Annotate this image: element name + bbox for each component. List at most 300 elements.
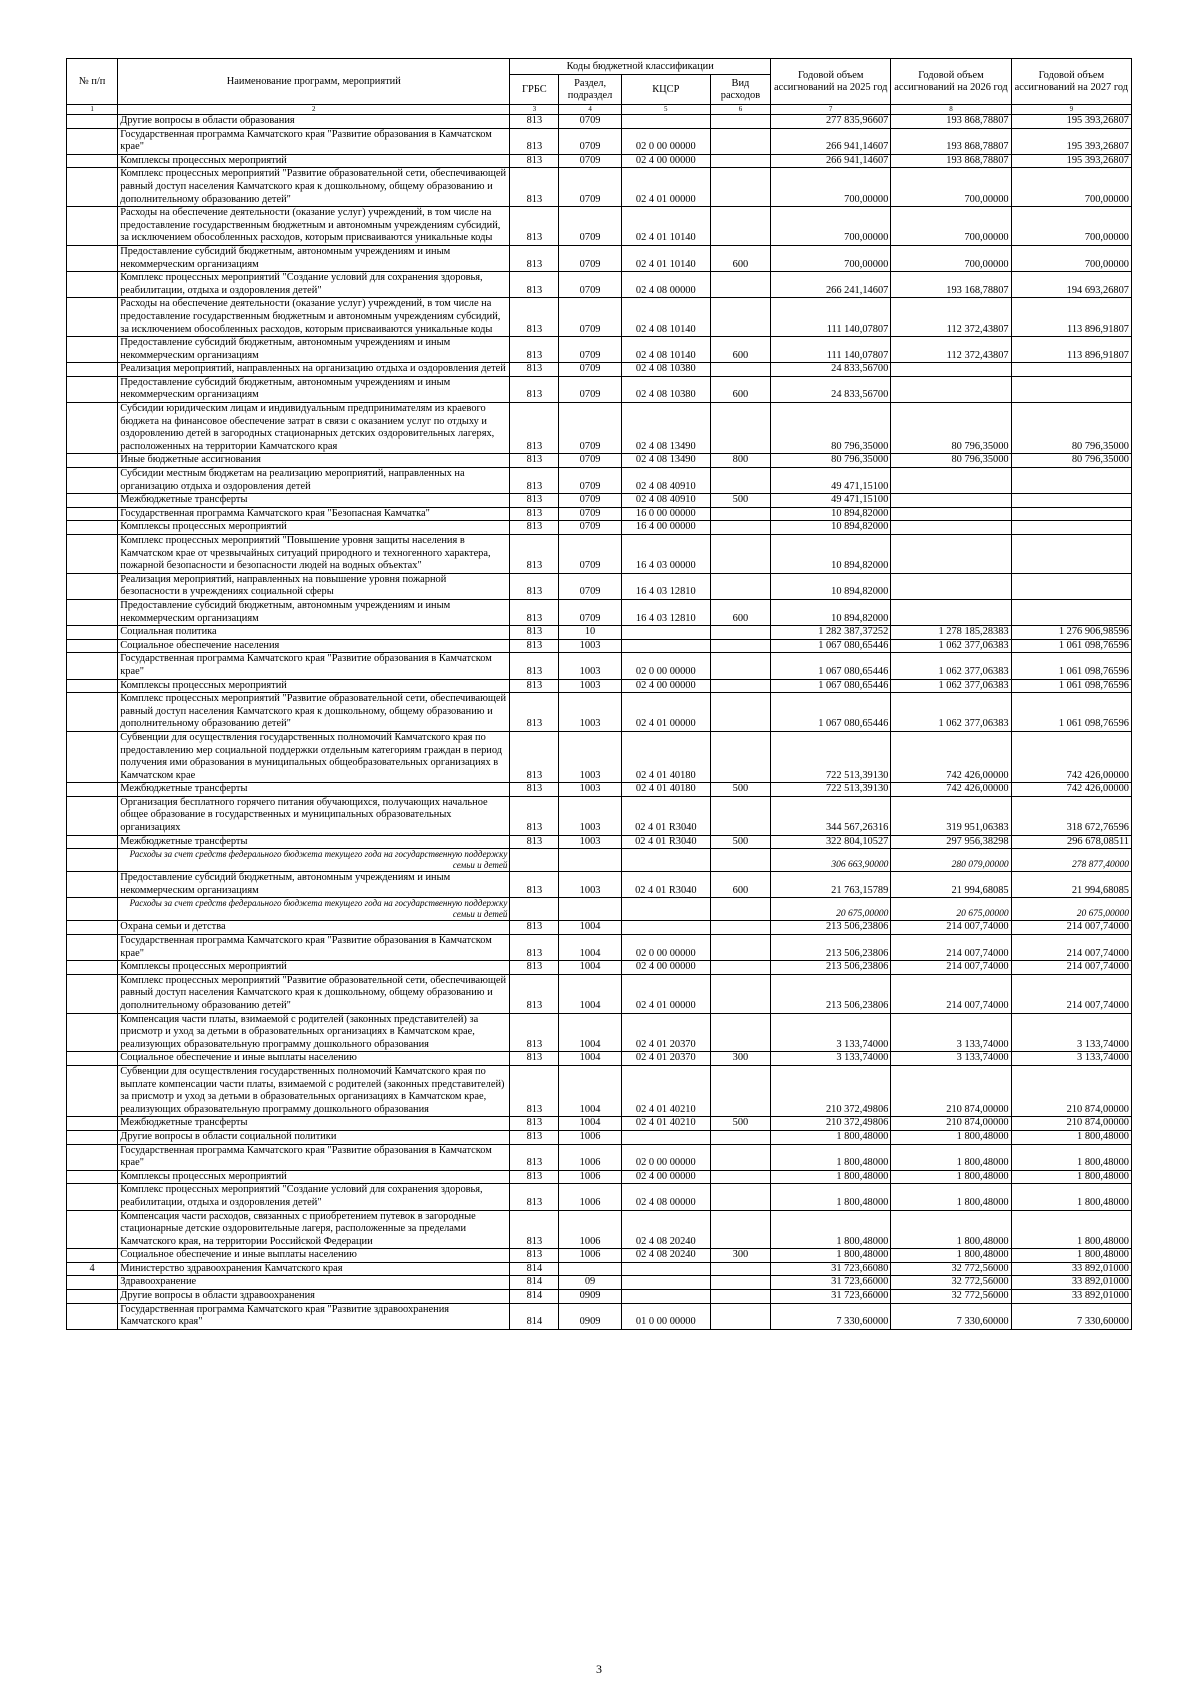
table-row-note — [67, 898, 1132, 921]
row-grbs — [510, 849, 559, 872]
row-amount-2027: 214 007,74000 — [1011, 935, 1131, 961]
row-amount-2027: 214 007,74000 — [1011, 961, 1131, 975]
col-2027-header: Годовой объем ассигнований на 2027 год — [1011, 59, 1131, 105]
row-amount-2025: 1 067 080,65446 — [771, 653, 891, 679]
row-section: 1006 — [559, 1184, 621, 1210]
row-index — [67, 599, 118, 625]
row-index — [67, 376, 118, 402]
row-vr — [710, 1276, 770, 1290]
row-amount-2026: 193 868,78807 — [891, 128, 1011, 154]
row-amount-2026: 32 772,56000 — [891, 1276, 1011, 1290]
row-amount-2025: 10 894,82000 — [771, 573, 891, 599]
row-name: Государственная программа Камчатского края "Развитие здравоохранения Камчатского края" — [118, 1303, 510, 1329]
row-vr — [710, 298, 770, 337]
row-grbs: 813 — [510, 1144, 559, 1170]
row-index — [67, 872, 118, 898]
row-kcsr: 01 0 00 00000 — [621, 1303, 710, 1329]
row-grbs: 813 — [510, 494, 559, 508]
row-index — [67, 1170, 118, 1184]
row-amount-2025: 1 800,48000 — [771, 1249, 891, 1263]
row-amount-2026: 193 868,78807 — [891, 115, 1011, 129]
row-index — [67, 796, 118, 835]
row-grbs: 813 — [510, 835, 559, 849]
row-vr — [710, 272, 770, 298]
row-index — [67, 154, 118, 168]
row-kcsr: 02 4 01 40180 — [621, 783, 710, 797]
row-grbs: 813 — [510, 454, 559, 468]
row-kcsr — [621, 921, 710, 935]
row-amount-2026: 319 951,06383 — [891, 796, 1011, 835]
row-name: Иные бюджетные ассигнования — [118, 454, 510, 468]
row-amount-2025: 700,00000 — [771, 168, 891, 207]
row-vr — [710, 849, 770, 872]
row-vr — [710, 1144, 770, 1170]
row-grbs: 813 — [510, 935, 559, 961]
row-grbs: 813 — [510, 468, 559, 494]
row-amount-2026 — [891, 363, 1011, 377]
row-grbs: 813 — [510, 403, 559, 454]
row-amount-2026: 80 796,35000 — [891, 454, 1011, 468]
row-grbs: 813 — [510, 693, 559, 732]
row-amount-2025: 10 894,82000 — [771, 535, 891, 574]
row-index — [67, 573, 118, 599]
row-section: 09 — [559, 1276, 621, 1290]
row-name: Субвенции для осуществления государственных полномочий Камчатского края по выплате компенсации части платы, взимаемой с родителей (законных представителей) за присмотр и уход за детьми в образовательных организациях в Камчатском крае, реализующих образовательную программу дошкольного образования — [118, 1065, 510, 1116]
column-number-row — [67, 105, 1132, 115]
row-vr — [710, 1262, 770, 1276]
table-row — [67, 626, 1132, 640]
row-amount-2025: 1 800,48000 — [771, 1184, 891, 1210]
table-row — [67, 1290, 1132, 1304]
row-amount-2026: 280 079,00000 — [891, 849, 1011, 872]
row-amount-2026 — [891, 521, 1011, 535]
column-number: 9 — [1011, 105, 1131, 115]
row-name: Социальное обеспечение и иные выплаты населению — [118, 1249, 510, 1263]
table-row — [67, 872, 1132, 898]
row-index — [67, 935, 118, 961]
row-index — [67, 168, 118, 207]
row-section: 1004 — [559, 935, 621, 961]
row-vr — [710, 626, 770, 640]
row-index — [67, 272, 118, 298]
row-grbs: 813 — [510, 154, 559, 168]
row-index — [67, 1276, 118, 1290]
row-amount-2025: 31 723,66000 — [771, 1290, 891, 1304]
row-kcsr: 16 4 00 00000 — [621, 521, 710, 535]
row-grbs: 813 — [510, 731, 559, 782]
row-amount-2026: 297 956,38298 — [891, 835, 1011, 849]
row-vr: 300 — [710, 1052, 770, 1066]
row-index — [67, 693, 118, 732]
table-row — [67, 507, 1132, 521]
table-row — [67, 207, 1132, 246]
row-amount-2027 — [1011, 507, 1131, 521]
row-name: Социальное обеспечение населения — [118, 639, 510, 653]
row-name: Предоставление субсидий бюджетным, автономным учреждениям и иным некоммерческим организациям — [118, 872, 510, 898]
row-grbs: 813 — [510, 1130, 559, 1144]
row-index — [67, 626, 118, 640]
col-section-header: Раздел, подраздел — [559, 75, 621, 105]
row-grbs: 813 — [510, 796, 559, 835]
row-index: 4 — [67, 1262, 118, 1276]
row-name: Другие вопросы в области здравоохранения — [118, 1290, 510, 1304]
row-kcsr — [621, 849, 710, 872]
row-vr — [710, 1130, 770, 1144]
table-row — [67, 1303, 1132, 1329]
row-amount-2027: 80 796,35000 — [1011, 403, 1131, 454]
row-vr — [710, 1184, 770, 1210]
row-section: 0709 — [559, 507, 621, 521]
table-row — [67, 731, 1132, 782]
row-amount-2025: 111 140,07807 — [771, 337, 891, 363]
row-amount-2027: 1 061 098,76596 — [1011, 653, 1131, 679]
row-amount-2025: 213 506,23806 — [771, 935, 891, 961]
row-kcsr: 16 4 03 00000 — [621, 535, 710, 574]
row-amount-2027: 1 800,48000 — [1011, 1184, 1131, 1210]
row-name: Межбюджетные трансферты — [118, 835, 510, 849]
row-amount-2025: 1 067 080,65446 — [771, 693, 891, 732]
row-name: Комплекс процессных мероприятий "Развитие образовательной сети, обеспечивающей равный доступ населения Камчатского края к дошкольному, общему образованию и дополнительному образованию детей" — [118, 693, 510, 732]
row-index — [67, 403, 118, 454]
row-amount-2027: 80 796,35000 — [1011, 454, 1131, 468]
row-index — [67, 507, 118, 521]
col-2026-header: Годовой объем ассигнований на 2026 год — [891, 59, 1011, 105]
row-name: Предоставление субсидий бюджетным, автономным учреждениям и иным некоммерческим организациям — [118, 337, 510, 363]
row-name: Здравоохранение — [118, 1276, 510, 1290]
row-name: Межбюджетные трансферты — [118, 783, 510, 797]
row-name: Комплекс процессных мероприятий "Развитие образовательной сети, обеспечивающей равный доступ населения Камчатского края к дошкольному, общему образованию и дополнительному образованию детей" — [118, 974, 510, 1013]
table-row — [67, 494, 1132, 508]
row-amount-2025: 10 894,82000 — [771, 507, 891, 521]
row-kcsr: 02 4 01 10140 — [621, 245, 710, 271]
row-kcsr: 16 0 00 00000 — [621, 507, 710, 521]
table-row — [67, 535, 1132, 574]
row-amount-2027 — [1011, 376, 1131, 402]
row-section: 0709 — [559, 128, 621, 154]
row-vr: 600 — [710, 337, 770, 363]
row-amount-2026: 1 800,48000 — [891, 1130, 1011, 1144]
row-name: Государственная программа Камчатского края "Развитие образования в Камчатском крае" — [118, 935, 510, 961]
row-kcsr — [621, 1290, 710, 1304]
row-amount-2026: 214 007,74000 — [891, 935, 1011, 961]
row-vr: 500 — [710, 783, 770, 797]
column-number: 4 — [559, 105, 621, 115]
row-grbs: 813 — [510, 1013, 559, 1052]
row-vr — [710, 207, 770, 246]
row-amount-2027: 214 007,74000 — [1011, 974, 1131, 1013]
row-kcsr: 02 4 08 00000 — [621, 272, 710, 298]
row-vr — [710, 1170, 770, 1184]
row-index — [67, 207, 118, 246]
row-name: Межбюджетные трансферты — [118, 1117, 510, 1131]
row-section: 1003 — [559, 653, 621, 679]
row-grbs: 813 — [510, 115, 559, 129]
row-section: 1004 — [559, 961, 621, 975]
row-section: 0709 — [559, 494, 621, 508]
row-vr — [710, 507, 770, 521]
row-vr: 500 — [710, 1117, 770, 1131]
row-amount-2026: 210 874,00000 — [891, 1117, 1011, 1131]
row-name: Предоставление субсидий бюджетным, автономным учреждениям и иным некоммерческим организациям — [118, 245, 510, 271]
row-section: 0709 — [559, 521, 621, 535]
row-section: 0709 — [559, 376, 621, 402]
table-row — [67, 1117, 1132, 1131]
row-section: 0709 — [559, 599, 621, 625]
row-vr — [710, 1065, 770, 1116]
column-number: 1 — [67, 105, 118, 115]
row-amount-2026: 3 133,74000 — [891, 1052, 1011, 1066]
row-section: 1003 — [559, 872, 621, 898]
row-vr — [710, 168, 770, 207]
row-amount-2027 — [1011, 494, 1131, 508]
row-amount-2027: 1 800,48000 — [1011, 1130, 1131, 1144]
row-vr — [710, 363, 770, 377]
row-grbs: 813 — [510, 128, 559, 154]
row-amount-2025: 322 804,10527 — [771, 835, 891, 849]
row-kcsr: 02 4 01 40180 — [621, 731, 710, 782]
row-grbs: 814 — [510, 1303, 559, 1329]
row-amount-2027: 20 675,00000 — [1011, 898, 1131, 921]
row-kcsr: 02 4 01 R3040 — [621, 872, 710, 898]
row-amount-2027: 1 800,48000 — [1011, 1144, 1131, 1170]
row-grbs: 813 — [510, 961, 559, 975]
row-vr — [710, 935, 770, 961]
table-row — [67, 272, 1132, 298]
row-grbs: 813 — [510, 653, 559, 679]
row-amount-2026: 21 994,68085 — [891, 872, 1011, 898]
table-row — [67, 154, 1132, 168]
row-amount-2026: 742 426,00000 — [891, 783, 1011, 797]
row-amount-2025: 10 894,82000 — [771, 599, 891, 625]
row-grbs: 813 — [510, 207, 559, 246]
col-2025-header: Годовой объем ассигнований на 2025 год — [771, 59, 891, 105]
row-amount-2026: 3 133,74000 — [891, 1013, 1011, 1052]
row-section: 0709 — [559, 454, 621, 468]
row-amount-2025: 31 723,66000 — [771, 1276, 891, 1290]
row-index — [67, 245, 118, 271]
row-amount-2025: 213 506,23806 — [771, 961, 891, 975]
row-section: 0909 — [559, 1303, 621, 1329]
row-amount-2026: 214 007,74000 — [891, 961, 1011, 975]
row-amount-2027: 1 800,48000 — [1011, 1210, 1131, 1249]
row-index — [67, 961, 118, 975]
row-grbs: 813 — [510, 679, 559, 693]
row-amount-2026: 7 330,60000 — [891, 1303, 1011, 1329]
row-amount-2027: 1 800,48000 — [1011, 1170, 1131, 1184]
row-grbs: 813 — [510, 626, 559, 640]
row-amount-2026: 700,00000 — [891, 245, 1011, 271]
column-number: 8 — [891, 105, 1011, 115]
row-grbs: 813 — [510, 507, 559, 521]
row-amount-2027: 700,00000 — [1011, 245, 1131, 271]
row-grbs: 813 — [510, 1170, 559, 1184]
table-row — [67, 1013, 1132, 1052]
row-amount-2026: 20 675,00000 — [891, 898, 1011, 921]
row-amount-2027: 113 896,91807 — [1011, 337, 1131, 363]
row-section: 1003 — [559, 679, 621, 693]
row-amount-2025: 3 133,74000 — [771, 1013, 891, 1052]
row-kcsr: 02 4 01 40210 — [621, 1117, 710, 1131]
row-grbs: 813 — [510, 872, 559, 898]
row-amount-2027: 210 874,00000 — [1011, 1117, 1131, 1131]
table-row — [67, 1170, 1132, 1184]
row-amount-2026: 1 278 185,28383 — [891, 626, 1011, 640]
row-amount-2025: 3 133,74000 — [771, 1052, 891, 1066]
row-name: Государственная программа Камчатского края "Развитие образования в Камчатском крае" — [118, 128, 510, 154]
row-name: Расходы на обеспечение деятельности (оказание услуг) учреждений, в том числе на предоставление государственным бюджетным и автономным учреждениям субсидий, за исключением обособленных расходов, которым присваиваются уникальные коды — [118, 207, 510, 246]
row-kcsr: 02 0 00 00000 — [621, 128, 710, 154]
row-section: 0709 — [559, 468, 621, 494]
row-amount-2027: 214 007,74000 — [1011, 921, 1131, 935]
row-kcsr — [621, 115, 710, 129]
row-name: Предоставление субсидий бюджетным, автономным учреждениям и иным некоммерческим организациям — [118, 599, 510, 625]
row-index — [67, 1303, 118, 1329]
row-amount-2026: 700,00000 — [891, 207, 1011, 246]
row-name: Межбюджетные трансферты — [118, 494, 510, 508]
row-vr — [710, 154, 770, 168]
row-amount-2025: 266 241,14607 — [771, 272, 891, 298]
row-amount-2025: 700,00000 — [771, 245, 891, 271]
row-index — [67, 535, 118, 574]
table-row — [67, 961, 1132, 975]
row-vr — [710, 468, 770, 494]
row-amount-2025: 20 675,00000 — [771, 898, 891, 921]
row-amount-2026: 1 062 377,06383 — [891, 693, 1011, 732]
row-amount-2025: 1 800,48000 — [771, 1130, 891, 1144]
row-grbs: 813 — [510, 535, 559, 574]
row-grbs: 813 — [510, 1184, 559, 1210]
table-row — [67, 573, 1132, 599]
row-grbs: 813 — [510, 521, 559, 535]
row-name: Комплексы процессных мероприятий — [118, 679, 510, 693]
row-amount-2027: 33 892,01000 — [1011, 1290, 1131, 1304]
row-section: 0709 — [559, 337, 621, 363]
row-name: Компенсация части платы, взимаемой с родителей (законных представителей) за присмотр и уход за детьми в образовательных организациях в Камчатском крае, реализующих образовательную программу дошкольного образования — [118, 1013, 510, 1052]
row-index — [67, 1210, 118, 1249]
table-row — [67, 245, 1132, 271]
row-name: Субсидии местным бюджетам на реализацию мероприятий, направленных на организацию отдыха и оздоровления детей — [118, 468, 510, 494]
row-vr: 600 — [710, 872, 770, 898]
row-grbs: 813 — [510, 363, 559, 377]
table-row — [67, 1276, 1132, 1290]
row-kcsr — [621, 1130, 710, 1144]
table-row — [67, 1052, 1132, 1066]
row-kcsr: 02 4 08 10380 — [621, 376, 710, 402]
row-section: 1003 — [559, 639, 621, 653]
row-name: Комплексы процессных мероприятий — [118, 154, 510, 168]
row-amount-2025: 210 372,49806 — [771, 1065, 891, 1116]
column-number: 3 — [510, 105, 559, 115]
row-vr: 600 — [710, 376, 770, 402]
row-index — [67, 921, 118, 935]
table-body — [67, 115, 1132, 1330]
row-kcsr: 02 4 00 00000 — [621, 679, 710, 693]
row-kcsr: 02 4 00 00000 — [621, 961, 710, 975]
table-row — [67, 115, 1132, 129]
row-grbs: 813 — [510, 272, 559, 298]
row-grbs: 813 — [510, 168, 559, 207]
row-index — [67, 849, 118, 872]
row-grbs: 813 — [510, 298, 559, 337]
row-amount-2025: 1 282 387,37252 — [771, 626, 891, 640]
row-grbs: 814 — [510, 1262, 559, 1276]
row-vr: 600 — [710, 599, 770, 625]
row-vr — [710, 796, 770, 835]
row-index — [67, 1144, 118, 1170]
page-number: 3 — [596, 1662, 602, 1676]
table-row — [67, 403, 1132, 454]
row-kcsr: 02 4 08 10380 — [621, 363, 710, 377]
row-amount-2026 — [891, 535, 1011, 574]
row-amount-2025: 49 471,15100 — [771, 468, 891, 494]
row-amount-2025: 213 506,23806 — [771, 974, 891, 1013]
row-vr — [710, 403, 770, 454]
row-name: Охрана семьи и детства — [118, 921, 510, 935]
row-vr — [710, 115, 770, 129]
row-section: 0709 — [559, 573, 621, 599]
row-vr — [710, 1210, 770, 1249]
table-row — [67, 783, 1132, 797]
row-index — [67, 1052, 118, 1066]
row-amount-2025: 306 663,90000 — [771, 849, 891, 872]
row-amount-2027: 33 892,01000 — [1011, 1262, 1131, 1276]
row-grbs: 813 — [510, 974, 559, 1013]
row-grbs: 814 — [510, 1290, 559, 1304]
row-amount-2025: 213 506,23806 — [771, 921, 891, 935]
row-amount-2026: 1 800,48000 — [891, 1249, 1011, 1263]
table-row — [67, 337, 1132, 363]
row-index — [67, 128, 118, 154]
row-kcsr: 02 4 00 00000 — [621, 154, 710, 168]
row-amount-2025: 1 800,48000 — [771, 1144, 891, 1170]
row-amount-2026: 32 772,56000 — [891, 1262, 1011, 1276]
row-vr — [710, 974, 770, 1013]
row-section: 0909 — [559, 1290, 621, 1304]
row-name: Реализация мероприятий, направленных на повышение уровня пожарной безопасности в учреждениях социальной сферы — [118, 573, 510, 599]
row-vr — [710, 573, 770, 599]
row-section: 1006 — [559, 1210, 621, 1249]
row-vr — [710, 898, 770, 921]
column-number: 2 — [118, 105, 510, 115]
row-kcsr: 16 4 03 12810 — [621, 599, 710, 625]
row-section: 1006 — [559, 1130, 621, 1144]
table-row — [67, 653, 1132, 679]
row-grbs: 813 — [510, 1249, 559, 1263]
row-index — [67, 1013, 118, 1052]
row-section: 1003 — [559, 693, 621, 732]
row-amount-2026 — [891, 376, 1011, 402]
row-amount-2025: 10 894,82000 — [771, 521, 891, 535]
table-row — [67, 521, 1132, 535]
table-row — [67, 679, 1132, 693]
row-amount-2025: 111 140,07807 — [771, 298, 891, 337]
row-amount-2027: 1 061 098,76596 — [1011, 639, 1131, 653]
row-name: Комплекс процессных мероприятий "Развитие образовательной сети, обеспечивающей равный доступ населения Камчатского края к дошкольному, общему образованию и дополнительному образованию детей" — [118, 168, 510, 207]
table-row — [67, 168, 1132, 207]
row-amount-2026 — [891, 507, 1011, 521]
row-grbs: 813 — [510, 573, 559, 599]
row-amount-2027: 1 276 906,98596 — [1011, 626, 1131, 640]
row-index — [67, 521, 118, 535]
row-kcsr: 02 4 01 R3040 — [621, 796, 710, 835]
row-amount-2025: 31 723,66080 — [771, 1262, 891, 1276]
row-section: 0709 — [559, 115, 621, 129]
row-amount-2027: 195 393,26807 — [1011, 128, 1131, 154]
row-kcsr: 02 4 01 00000 — [621, 168, 710, 207]
row-amount-2027: 318 672,76596 — [1011, 796, 1131, 835]
row-amount-2026: 210 874,00000 — [891, 1065, 1011, 1116]
row-amount-2027 — [1011, 573, 1131, 599]
